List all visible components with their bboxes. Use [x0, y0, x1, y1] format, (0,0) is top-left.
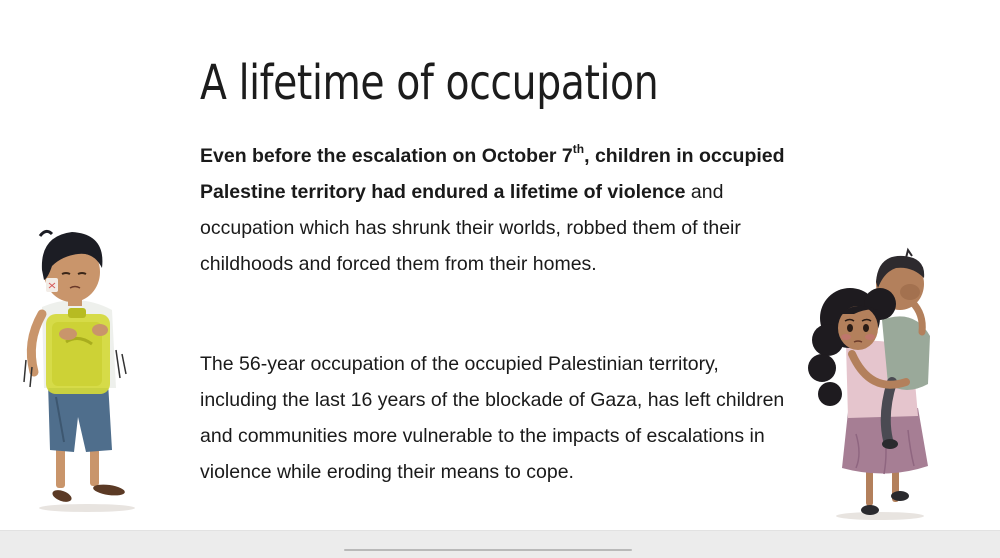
girl-carrying-child-illustration — [796, 244, 946, 522]
horizontal-scrollbar[interactable] — [344, 549, 632, 551]
intro-bold-end: , children in occupied Palestine territory had endured a lifetime of violence — [200, 145, 785, 203]
bottom-bar — [0, 530, 1000, 558]
boy-with-jerrycan-illustration — [12, 222, 142, 518]
ordinal-superscript: th — [572, 141, 585, 156]
intro-regular-text: and occupation which has shrunk their worlds, robbed them of their childhoods and forced them from their homes. — [200, 181, 741, 275]
body-paragraph: The 56-year occupation of the occupied Palestinian territory, including the last 16 years of the blockade of Gaza, has left children and communities more vulnerable to the impacts of escalations in violence while eroding their means to cope. — [200, 353, 785, 483]
intro-paragraph — [200, 138, 790, 282]
page-title: A lifetime of occupation — [200, 55, 659, 111]
intro-bold-start: Even before the escalation on October 7 — [200, 145, 573, 167]
